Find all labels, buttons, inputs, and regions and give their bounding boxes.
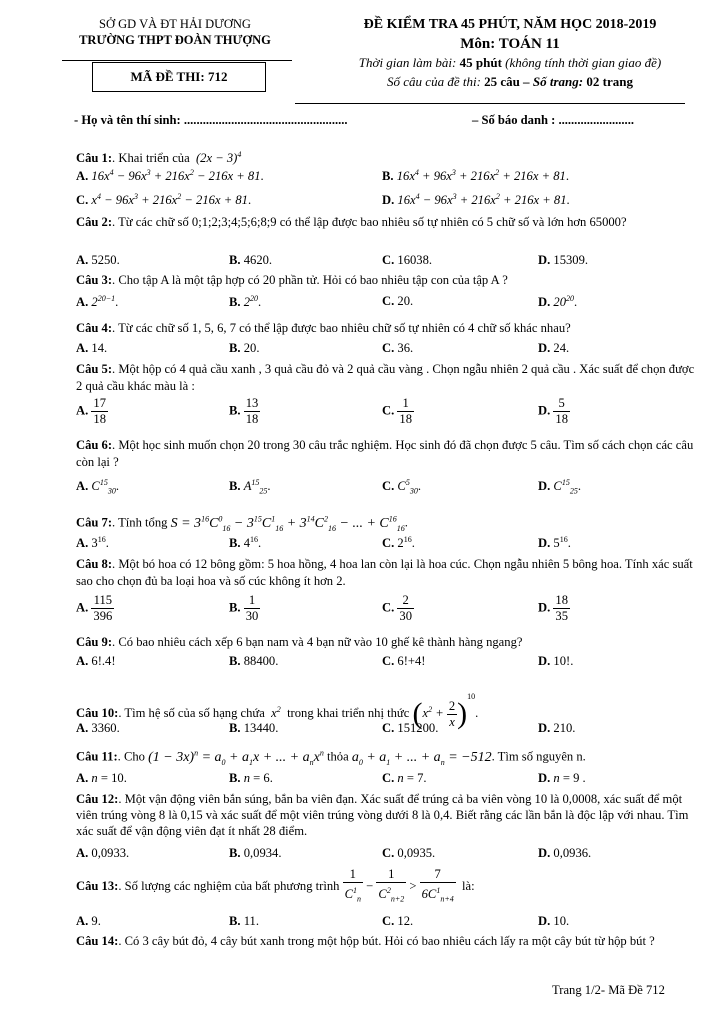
q6-option-c[interactable]: C. $C^5_{30}$. bbox=[382, 478, 421, 496]
question-4: Câu 4:. Từ các chữ số 1, 5, 6, 7 có thể lập được bao nhiêu chữ số tự nhiên có 4 chữ số khác nhau? bbox=[76, 321, 571, 335]
q13-option-c[interactable]: C. 12. bbox=[382, 914, 414, 928]
pages-prefix: – Số trang: bbox=[523, 74, 584, 89]
q4-option-d[interactable]: D. 24. bbox=[538, 341, 570, 355]
student-id-field: – Số báo danh : ........................ bbox=[472, 113, 635, 127]
question-8: Câu 8:. Một bó hoa có 12 bông gồm: 5 hoa hồng, 4 hoa lan còn lại là hoa cúc. Chọn ngẫu nhiên 5 bông hoa. Tính xác suất sao cho chọn đủ ba loại hoa và số cúc không ít hơn 2. bbox=[76, 557, 693, 588]
q3-option-a[interactable]: A. $2^{20-1}$. bbox=[76, 294, 119, 310]
q11-option-a[interactable]: A. n = 10. bbox=[76, 771, 127, 785]
q3-option-c[interactable]: C. 20. bbox=[382, 294, 414, 308]
q7-option-d[interactable]: D. $5^{16}$. bbox=[538, 535, 571, 551]
q5-option-d[interactable]: D. $\frac{5}{18}$ bbox=[538, 396, 568, 426]
exam-code-box: MÃ ĐỀ THI: 712 bbox=[92, 62, 266, 92]
q1-option-c[interactable]: C. $x^4 - 96x^3 + 216x^2 - 216x + 81$. bbox=[76, 192, 252, 208]
q8-option-b[interactable]: B. $\frac{1}{30}$ bbox=[229, 593, 259, 623]
question-6: Câu 6:. Một học sinh muốn chọn 20 trong 30 câu trắc nghiệm. Học sinh đó đã chọn được 5 câu. Tìm số cách chọn các câu còn lại ? bbox=[76, 438, 694, 469]
count-value: 25 câu bbox=[484, 74, 520, 89]
q12-option-c[interactable]: C. 0,0935. bbox=[382, 846, 436, 860]
count-line bbox=[305, 74, 715, 90]
q10-option-c[interactable]: C. 151200. bbox=[382, 721, 439, 735]
question-3: Câu 3:. Cho tập A là một tập hợp có 20 phần tử. Hỏi có bao nhiêu tập con của tập A ? bbox=[76, 273, 508, 287]
q8-option-a[interactable]: A. $\frac{115}{396}$ bbox=[76, 593, 113, 623]
pages-value: 02 trang bbox=[586, 74, 633, 89]
question-12: Câu 12:. Một vận động viên bắn súng, bắn ba viên đạn. Xác suất để trúng cả ba viên vòng 10 là 0,0008, xác suất để một viên trúng vòng 8 là 0,15 và xác suất để một viên trúng vòng dưới 8 là 0,4. Biết rằng các lần bắn là độc lập với nhau. Tìm xác suất để vận động viên đạt ít nhất 28 điểm. bbox=[76, 792, 689, 838]
q6-option-d[interactable]: D. $C^{15}_{25}$. bbox=[538, 478, 581, 496]
q11-option-d[interactable]: D. n = 9 . bbox=[538, 771, 586, 785]
time-line bbox=[305, 55, 715, 71]
q11-option-b[interactable]: B. n = 6. bbox=[229, 771, 273, 785]
question-11: Câu 11:. Cho $(1 - 3x)^n = a_0 + a_1x$ + ... + $a_nx^n$ thỏa $a_0 + a_1$ + ... + $a_n = -512$. Tìm số nguyên n. bbox=[76, 748, 586, 767]
question-1: Câu 1:. Khai triển của $(2x - 3)^4$ bbox=[76, 150, 242, 166]
q13-option-d[interactable]: D. 10. bbox=[538, 914, 570, 928]
page-footer: Trang 1/2- Mã Đề 712 bbox=[552, 983, 665, 997]
time-note: (không tính thời gian giao đề) bbox=[505, 55, 662, 70]
q5-option-b[interactable]: B. $\frac{13}{18}$ bbox=[229, 396, 259, 426]
question-13: Câu 13:. Số lượng các nghiệm của bất phương trình $\frac{1}{C^1_n}$ − $\frac{1}{C^2_{n+2}}$ > $\frac{7}{6C^1_{n+4}}$ là: bbox=[76, 867, 475, 904]
q13-option-b[interactable]: B. 11. bbox=[229, 914, 259, 928]
count-prefix: Số câu của đề thi: bbox=[387, 74, 481, 89]
q11-option-c[interactable]: C. n = 7. bbox=[382, 771, 427, 785]
subject-title: Môn: TOÁN 11 bbox=[460, 36, 560, 52]
question-10: Câu 10:. Tìm hệ số của số hạng chứa $x^2$ trong khai triển nhị thức ($x^2$ + $\frac{2}{x}$ )$^{10}$. bbox=[76, 692, 479, 731]
q9-option-c[interactable]: C. 6!+4! bbox=[382, 654, 426, 668]
q6-option-a[interactable]: A. $C^{15}_{30}$. bbox=[76, 478, 119, 496]
q9-option-a[interactable]: A. 6!.4! bbox=[76, 654, 116, 668]
q6-option-b[interactable]: B. $A^{15}_{25}$. bbox=[229, 478, 271, 496]
question-9: Câu 9:. Có bao nhiêu cách xếp 6 bạn nam và 4 bạn nữ vào 10 ghế kê thành hàng ngang? bbox=[76, 635, 523, 649]
q12-option-d[interactable]: D. 0,0936. bbox=[538, 846, 592, 860]
header-divider-left bbox=[62, 60, 292, 61]
q2-option-b[interactable]: B. 4620. bbox=[229, 253, 273, 267]
question-14: Câu 14:. Có 3 cây bút đỏ, 4 cây bút xanh trong một hộp bút. Hỏi có bao nhiêu cách lấy ra một cây bút từ hộp bút ? bbox=[76, 934, 655, 948]
q7-option-c[interactable]: C. $2^{16}$. bbox=[382, 535, 415, 551]
q4-option-a[interactable]: A. 14. bbox=[76, 341, 108, 355]
q2-option-a[interactable]: A. 5250. bbox=[76, 253, 120, 267]
q13-option-a[interactable]: A. 9. bbox=[76, 914, 101, 928]
q5-option-a[interactable]: A. $\frac{17}{18}$ bbox=[76, 396, 106, 426]
q2-option-c[interactable]: C. 16038. bbox=[382, 253, 433, 267]
q4-option-b[interactable]: B. 20. bbox=[229, 341, 260, 355]
q1-option-d[interactable]: D. $16x^4 - 96x^3 + 216x^2 + 216x + 81$. bbox=[382, 192, 570, 208]
q10-option-b[interactable]: B. 13440. bbox=[229, 721, 279, 735]
q1-option-a[interactable]: A. $16x^4 - 96x^3 + 216x^2 - 216x + 81$. bbox=[76, 168, 264, 184]
school-name: TRƯỜNG THPT ĐOÀN THƯỢNG bbox=[79, 33, 271, 47]
q8-option-c[interactable]: C. $\frac{2}{30}$ bbox=[382, 593, 412, 623]
exam-title: ĐỀ KIỂM TRA 45 PHÚT, NĂM HỌC 2018-2019 bbox=[363, 17, 657, 32]
time-value: 45 phút bbox=[459, 55, 502, 70]
q10-option-d[interactable]: D. 210. bbox=[538, 721, 576, 735]
q10-option-a[interactable]: A. 3360. bbox=[76, 721, 120, 735]
q2-option-d[interactable]: D. 15309. bbox=[538, 253, 589, 267]
q12-option-a[interactable]: A. 0,0933. bbox=[76, 846, 130, 860]
q8-option-d[interactable]: D. $\frac{18}{35}$ bbox=[538, 593, 568, 623]
q3-option-b[interactable]: B. $2^{20}$. bbox=[229, 294, 262, 310]
q9-option-d[interactable]: D. 10!. bbox=[538, 654, 574, 668]
q5-option-c[interactable]: C. $\frac{1}{18}$ bbox=[382, 396, 412, 426]
time-prefix: Thời gian làm bài: bbox=[358, 55, 457, 70]
header-divider-right bbox=[295, 103, 685, 104]
q12-option-b[interactable]: B. 0,0934. bbox=[229, 846, 282, 860]
question-2: Câu 2:. Từ các chữ số 0;1;2;3;4;5;6;8;9 có thể lập được bao nhiêu số tự nhiên có 5 chữ số và lớn hơn 65000? bbox=[76, 215, 627, 229]
q3-option-d[interactable]: D. $20^{20}$. bbox=[538, 294, 578, 310]
q9-option-b[interactable]: B. 88400. bbox=[229, 654, 279, 668]
department-name: SỞ GD VÀ ĐT HẢI DƯƠNG bbox=[99, 17, 251, 31]
question-7: Câu 7:. Tính tổng $S = 3^{16}C^0_{16} - 3^{15}C^1_{16} + 3^{14}C^2_{16}$ − ... + $C^{16}_{16}$. bbox=[76, 514, 408, 533]
student-name-field: - Họ và tên thí sinh: .................................................... bbox=[74, 113, 348, 127]
question-label: Câu 1: bbox=[76, 151, 113, 166]
q7-option-b[interactable]: B. $4^{16}$. bbox=[229, 535, 262, 551]
q4-option-c[interactable]: C. 36. bbox=[382, 341, 414, 355]
question-5: Câu 5:. Một hộp có 4 quả cầu xanh , 3 quả cầu đỏ và 2 quả cầu vàng . Chọn ngẫu nhiên 2 quả cầu . Xác suất để chọn được 2 quả cầu khác màu là : bbox=[76, 362, 695, 393]
q7-option-a[interactable]: A. $3^{16}$. bbox=[76, 535, 109, 551]
q1-option-b[interactable]: B. $16x^4 + 96x^3 + 216x^2 + 216x + 81$. bbox=[382, 168, 569, 184]
question-text: . Khai triển của bbox=[112, 151, 190, 166]
